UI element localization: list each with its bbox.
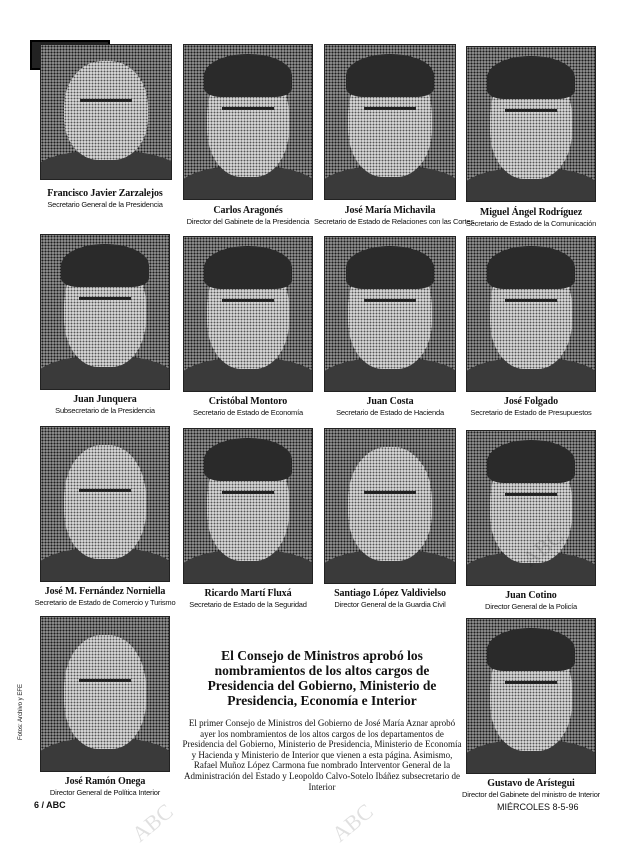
person-role: Subsecretario de la Presidencia	[55, 406, 155, 415]
person-role: Secretario de Estado de la Seguridad	[189, 600, 307, 609]
watermark: ABC	[516, 523, 568, 572]
person-name: Santiago López Valdivielso	[334, 588, 446, 599]
person-name: José M. Fernández Norniella	[44, 586, 166, 597]
portrait-photo	[466, 618, 596, 774]
issue-date: MIÉRCOLES 8-5-96	[497, 802, 579, 812]
person-role: Secretario General de la Presidencia	[47, 200, 163, 209]
portrait-photo	[466, 46, 596, 202]
person-name: Juan Cotino	[505, 590, 557, 601]
person-name: José Folgado	[503, 396, 559, 407]
person-name: Juan Junquera	[73, 394, 137, 405]
person-role: Director General de la Policía	[485, 602, 577, 611]
person-name: Gustavo de Arístegui	[487, 778, 575, 789]
watermark: ABC	[326, 798, 378, 847]
person-role: Secretario de Estado de Economía	[193, 408, 303, 417]
person-role: Director del Gabinete de la Presidencia	[186, 217, 310, 226]
person-name: José Ramón Onega	[64, 776, 146, 787]
person-name: Ricardo Martí Fluxá	[204, 588, 292, 599]
portrait-photo	[183, 428, 313, 584]
portrait-photo	[324, 44, 456, 200]
watermark: ABC	[126, 798, 178, 847]
person-role: Director General de la Guardia Civil	[334, 600, 446, 609]
person-name: José María Michavila	[344, 205, 436, 216]
portrait-photo	[183, 44, 313, 200]
portrait-photo	[324, 428, 456, 584]
person-role: Director General de Política Interior	[49, 788, 161, 797]
portrait-photo	[466, 236, 596, 392]
article-headline: El Consejo de Ministros aprobó los nombramientos de los altos cargos de Presidencia del Gobierno, Ministerio de Presidencia, Economía e Interior	[207, 648, 437, 708]
person-role: Director del Gabinete del ministro de Interior	[462, 790, 600, 799]
portrait-photo	[40, 616, 170, 772]
portrait-photo	[40, 234, 170, 390]
page-folio: 6 / ABC	[34, 800, 66, 810]
person-name: Miguel Ángel Rodríguez	[479, 207, 583, 218]
person-role: Secretario de Estado de Comercio y Turismo	[34, 598, 176, 607]
person-name: Juan Costa	[366, 396, 414, 407]
person-name: Carlos Aragonés	[213, 205, 283, 216]
person-role: Secretario de Estado de Hacienda	[336, 408, 444, 417]
portrait-photo	[183, 236, 313, 392]
article-body: El primer Consejo de Ministros del Gobierno de José María Aznar aprobó ayer los nombramientos de los altos cargos de los departamentos de Presidencia del Gobierno, Ministerio de Presidencia, Ministerio de Economía y Hacienda y Ministerio de Interior que vienen a esta página. Asimismo, Rafael Muñoz López Carmona fue nombrado Interventor General de la Administración del Estado y Leopoldo Calvo-Sotelo Ibáñez subsecretario de Interior	[182, 718, 462, 792]
portrait-photo	[324, 236, 456, 392]
portrait-photo	[40, 426, 170, 582]
person-name: Francisco Javier Zarzalejos	[47, 188, 163, 199]
portrait-photo	[40, 44, 172, 180]
person-role: Secretario de Estado de la Comunicación	[465, 219, 597, 228]
person-name: Cristóbal Montoro	[208, 396, 288, 407]
photo-credit: Fotos: Archivo y EFE	[18, 683, 24, 740]
person-role: Secretario de Estado de Relaciones con las Cortes	[314, 217, 474, 226]
person-role: Secretario de Estado de Presupuestos	[470, 408, 592, 417]
